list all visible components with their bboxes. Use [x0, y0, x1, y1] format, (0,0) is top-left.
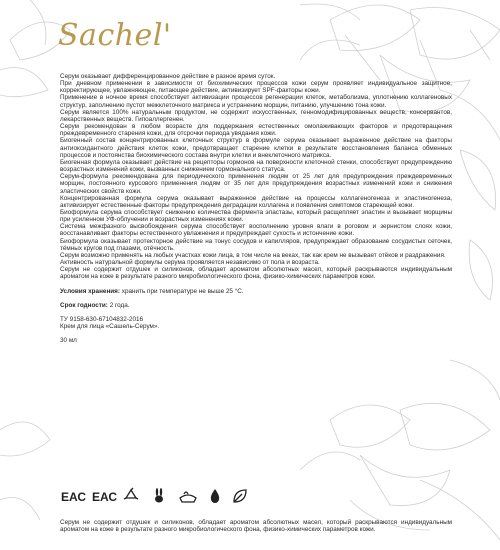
paragraph-5: Серум рекомендован в любом возрасте для поддержания естественных омолаживающих факторов и предотвращения преждевременного старения кожи, для отсрочки периода увядания кожи.: [60, 123, 452, 138]
paragraph-9: Концентрированная формула серума оказывает выраженное действие на процессы коллагеногенеза и эластиногенеза, активизирует естественные факторы предупреждения деградации коллагена и появления симптомов стареющей кожи.: [60, 194, 452, 209]
paragraph-4: Серум является 100% натуральным продуктом, не содержит искусственных, генномодифицированных веществ, консервантов, лекарственных веществ. Гипоаллергенен.: [60, 108, 452, 123]
paragraph-13: Серум возможно применять на любых участках кожи лица, в том числе на веках, так как крем не вызывает отёков и раздражения.: [60, 251, 446, 259]
cruelty-free-rabbit-icon: [151, 488, 167, 504]
paragraph-7: Биогенная формула оказывает действие на рецепторы гормонов на поверхности клеточной стенки, способствует предупреждению возрастных изменений кожи, вызванных снижением гормонального статуса.: [60, 158, 452, 174]
paragraph-3: Применение в ночное время способствует активизации процессов регенерации клеток, метаболизма, уплотнению коллагеновых структур, заполнению пустот межклеточного матрикса и устранению морщин, питанию, улучшению тона кожи.: [60, 94, 452, 109]
shelf-life: [60, 302, 452, 309]
volume: 30 мл: [60, 337, 77, 345]
paragraph-10: Биоформула серума способствует снижению количества фермента эластазы, который расщепляет эластин и вызывает морщины при усиленном УФ-облучении и возрастных изменениях кожи.: [60, 208, 452, 224]
drop-icon: [209, 488, 221, 504]
paragraph-14: Активность натуральной формулы серума проявляется независимо от пола и возраста.: [60, 259, 320, 267]
shelf-life-value: 2 года.: [109, 301, 130, 309]
eac-text: ЕАС: [61, 490, 87, 504]
storage-label: Условия хранения:: [60, 287, 120, 295]
paragraph-12: Биоформула оказывает протекторное действие на тонус сосудов и капилляров, предупреждает образование сосудистых сеточек, тёмных кругов под глазами, отёчность.: [60, 237, 452, 252]
eac-text: ЕАС: [92, 490, 118, 504]
certification-icons: [60, 487, 248, 505]
shelf-life-label: Срок годности:: [60, 301, 108, 309]
product-description: [60, 73, 452, 344]
storage-conditions: [60, 288, 452, 295]
paragraph-11: Система межфазного высвобождения серума способствует восполнению уровня влаги в роговом и зернистом слоях кожи, восстанавливает факторы естественного увлажнения и предупреждает сухость и истончение кожи.: [60, 223, 452, 238]
paragraph-8: Серум-формула рекомендована для периодического применения людям от 25 лет для предупреждения преждевременных морщин, постоянного курсового применения людям от 35 лет для предупреждения возрастных изменений кожи и снижения эластических свойств кожи.: [60, 173, 452, 195]
footer-note: Серум не содержит отдушек и силиконов, обладает ароматом абсолютных масел, который раскрываются индивидуальным ароматом на коже в результате разного микробиологического фона, физико-химических параметров кожи.: [60, 519, 452, 534]
storage-value: хранить при температуре не выше 25 °С.: [121, 287, 244, 295]
recycle-icon: [122, 488, 140, 504]
paragraph-15: Серум не содержит отдушек и силиконов, обладает ароматом абсолютных масел, который раскрываются индивидуальным ароматом на коже в результате разного микробиологического фона, физико-химических параметров кожи.: [60, 266, 452, 281]
eac-mark-icon: [91, 489, 118, 504]
spec-number: ТУ 9158-630-67104832-2016: [60, 315, 144, 323]
paragraph-1: Серум оказывает дифференцированное действие в разное время суток.: [60, 73, 276, 80]
paragraph-6: Биогенный состав концентрированных клеточных структур в формуле серума оказывает выраженное действие на факторы антиоксидантного действия клеток кожи, предотвращает старение клетки в результате восстановления баланса обменных процессов и постоянства биохимического состава внутри клетки и внеклеточного матрикса.: [60, 137, 452, 159]
product-name: Крем для лица «Сашель-Серум».: [60, 323, 160, 330]
eac-mark-icon: [60, 489, 87, 504]
brand-logo: Sachel': [58, 18, 172, 53]
nature-leaf-icon: [232, 488, 248, 504]
hand-wash-icon: [178, 488, 198, 504]
paragraph-2: При дневном применении в зависимости от биохимических процессов кожи серум проявляет индивидуальное защитное, корректирующее, увлажняющее, питающее действие, активизирует SPF-факторы кожи.: [60, 80, 452, 95]
